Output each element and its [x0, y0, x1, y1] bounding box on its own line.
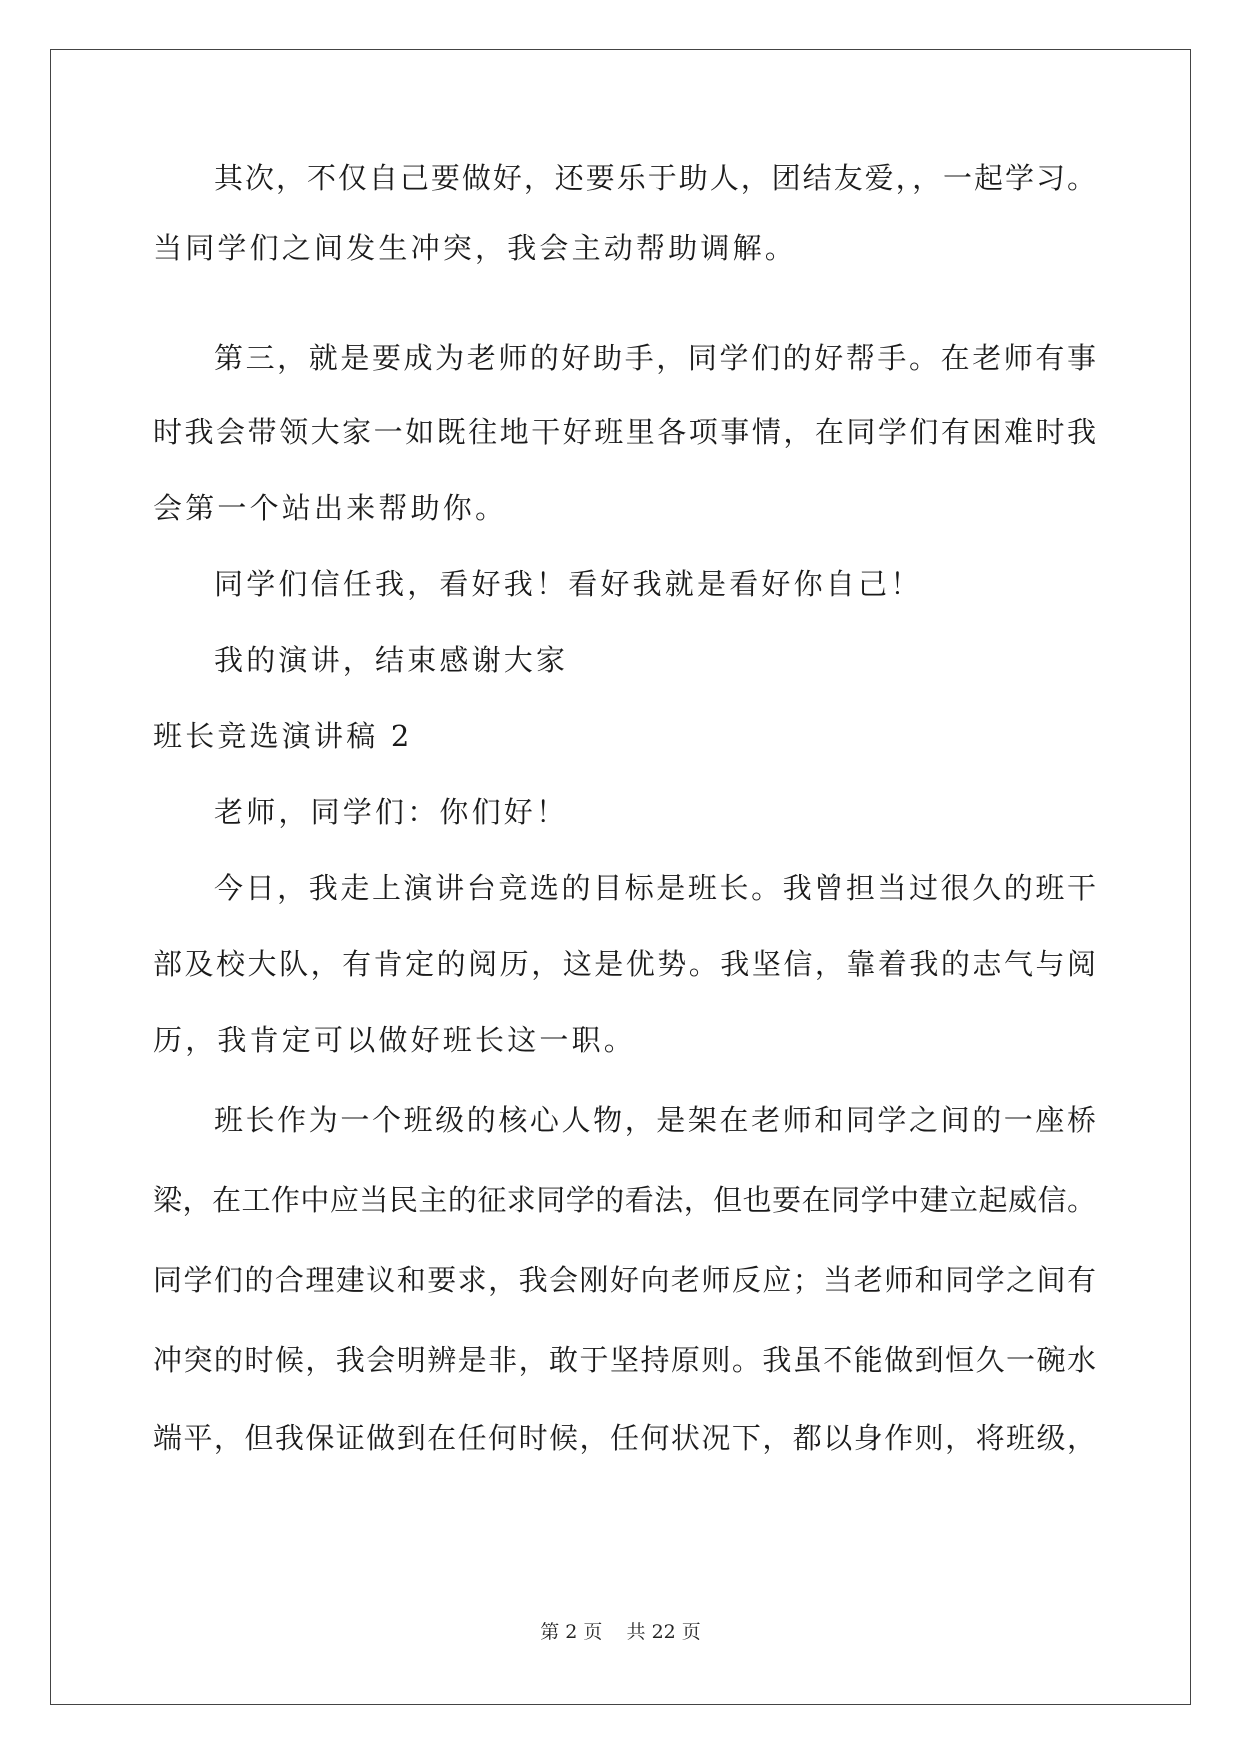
- paragraph-line: 今日，我走上演讲台竞选的目标是班长。我曾担当过很久的班干: [214, 871, 1096, 905]
- paragraph-line: 梁，在工作中应当民主的征求同学的看法，但也要在同学中建立起威信。: [153, 1183, 1096, 1217]
- paragraph-line: 老师，同学们：你们好！: [214, 795, 569, 829]
- paragraph-line: 历，我肯定可以做好班长这一职。: [153, 1023, 637, 1057]
- paragraph-line: 部及校大队，有肯定的阅历，这是优势。我坚信，靠着我的志气与阅: [153, 947, 1096, 981]
- paragraph-line: 时我会带领大家一如既往地干好班里各项事情，在同学们有困难时我: [153, 415, 1096, 449]
- paragraph-line: 我的演讲，结束感谢大家: [214, 643, 569, 677]
- paragraph-line: 同学们信任我，看好我！看好我就是看好你自己！: [214, 567, 923, 601]
- paragraph-line: 冲突的时候，我会明辨是非，敢于坚持原则。我虽不能做到恒久一碗水: [153, 1343, 1096, 1377]
- paragraph-line: 第三，就是要成为老师的好助手，同学们的好帮手。在老师有事: [214, 341, 1096, 375]
- paragraph-line: 当同学们之间发生冲突，我会主动帮助调解。: [153, 231, 798, 265]
- paragraph-line: 端平，但我保证做到在任何时候，任何状况下，都以身作则，将班级，: [153, 1421, 1096, 1455]
- page-number: 第 2 页: [540, 1621, 603, 1643]
- paragraph-line: 会第一个站出来帮助你。: [153, 491, 508, 525]
- page-total: 共 22 页: [626, 1621, 701, 1643]
- section-heading: 班长竞选演讲稿 2: [153, 719, 413, 753]
- paragraph-line: 同学们的合理建议和要求，我会刚好向老师反应；当老师和同学之间有: [153, 1263, 1096, 1297]
- paragraph-line: 班长作为一个班级的核心人物，是架在老师和同学之间的一座桥: [214, 1103, 1096, 1137]
- page-footer: [0, 1620, 1241, 1644]
- paragraph-line: 其次，不仅自己要做好，还要乐于助人，团结友爱，，一起学习。: [214, 161, 1096, 195]
